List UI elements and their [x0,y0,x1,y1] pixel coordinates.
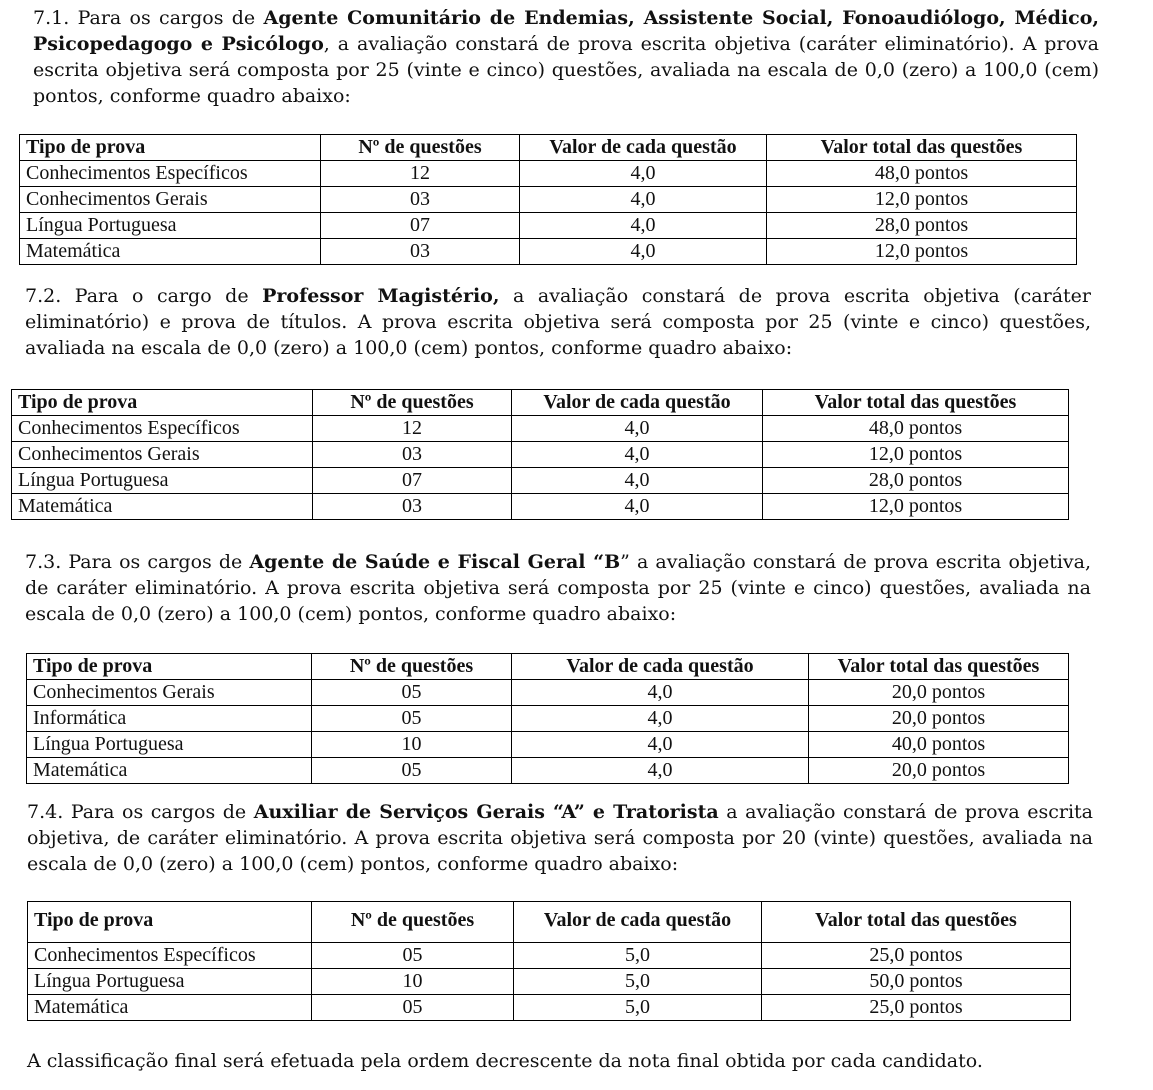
table-row [27,758,1069,784]
cell: 12 [313,416,512,442]
cell: 12,0 pontos [767,187,1077,213]
cell: Matemática [20,239,321,265]
cell: 12,0 pontos [763,442,1069,468]
cell: 4,0 [520,213,767,239]
cell: 25,0 pontos [762,995,1071,1021]
cell: 4,0 [520,161,767,187]
final-classification-text: A classificação final será efetuada pela ordem decrescente da nota final obtida por cada candidato. [27,1050,983,1072]
table-header-row [27,654,1069,680]
table-7-2 [11,389,1069,520]
header-tipo: Tipo de prova [20,135,321,161]
cell: 03 [321,239,520,265]
cell: 28,0 pontos [763,468,1069,494]
cell: 05 [312,680,512,706]
cell: 50,0 pontos [762,969,1071,995]
cell: 10 [312,969,514,995]
header-valor-total: Valor total das questões [767,135,1077,161]
table-row [12,494,1069,520]
header-valor-cada: Valor de cada questão [512,654,809,680]
table-row [28,943,1071,969]
cell: 4,0 [512,680,809,706]
cell: 12,0 pontos [767,239,1077,265]
header-valor-cada: Valor de cada questão [520,135,767,161]
cell: 20,0 pontos [809,758,1069,784]
cell: 25,0 pontos [762,943,1071,969]
header-questoes: Nº de questões [312,654,512,680]
table-row [20,187,1077,213]
cell: 4,0 [520,239,767,265]
table-row [12,442,1069,468]
cell: 03 [313,442,512,468]
cell: 07 [321,213,520,239]
cell: Conhecimentos Específicos [20,161,321,187]
cell: 05 [312,995,514,1021]
table-row [28,995,1071,1021]
cell: 05 [312,706,512,732]
header-tipo: Tipo de prova [28,902,312,943]
cell: 4,0 [512,494,763,520]
cell: 20,0 pontos [809,680,1069,706]
table-header-row [20,135,1077,161]
cell: 03 [313,494,512,520]
header-valor-total: Valor total das questões [762,902,1071,943]
table-7-1 [19,134,1077,265]
cell: 5,0 [514,969,762,995]
cell: 10 [312,732,512,758]
table-header-row [12,390,1069,416]
cell: Matemática [27,758,312,784]
cell: Conhecimentos Gerais [27,680,312,706]
section-7-4-text: 7.4. Para os cargos de Auxiliar de Serviços Gerais “A” e Tratorista a avaliação constará de prova escrita objetiva, de caráter eliminatório. A prova escrita objetiva será composta por 20 (vinte) questões, avaliada na escala de 0,0 (zero) a 100,0 (cem) pontos, conforme quadro abaixo: [27,801,1093,875]
header-valor-total: Valor total das questões [809,654,1069,680]
table-row [27,680,1069,706]
table-row [27,732,1069,758]
cell: 20,0 pontos [809,706,1069,732]
section-7-2-text: 7.2. Para o cargo de Professor Magistério, a avaliação constará de prova escrita objetiva (caráter eliminatório) e prova de títulos. A prova escrita objetiva será composta por 25 (vinte e cinco) questões, avaliada na escala de 0,0 (zero) a 100,0 (cem) pontos, conforme quadro abaixo: [25,285,1092,359]
cell: 4,0 [512,758,809,784]
table-row [27,706,1069,732]
table-row [20,239,1077,265]
cell: Língua Portuguesa [27,732,312,758]
cell: 28,0 pontos [767,213,1077,239]
table-row [12,416,1069,442]
cell: Informática [27,706,312,732]
cell: 48,0 pontos [763,416,1069,442]
cell: 07 [313,468,512,494]
section-7-1-text: 7.1. Para os cargos de Agente Comunitário de Endemias, Assistente Social, Fonoaudiólogo, Médico, Psicopedagogo e Psicólogo, a avaliação constará de prova escrita objetiva (caráter eliminatório). A prova escrita objetiva será composta por 25 (vinte e cinco) questões, avaliada na escala de 0,0 (zero) a 100,0 (cem) pontos, conforme quadro abaixo: [33,7,1100,107]
cell: 03 [321,187,520,213]
cell: 05 [312,758,512,784]
cell: 48,0 pontos [767,161,1077,187]
table-row [20,213,1077,239]
cell: Língua Portuguesa [28,969,312,995]
cell: 12 [321,161,520,187]
header-questoes: Nº de questões [313,390,512,416]
cell: 40,0 pontos [809,732,1069,758]
cell: Língua Portuguesa [12,468,313,494]
header-questoes: Nº de questões [321,135,520,161]
cell: 05 [312,943,514,969]
cell: Conhecimentos Específicos [28,943,312,969]
header-valor-cada: Valor de cada questão [512,390,763,416]
table-row [28,969,1071,995]
table-row [12,468,1069,494]
cell: 4,0 [512,732,809,758]
header-valor-cada: Valor de cada questão [514,902,762,943]
cell: 5,0 [514,943,762,969]
cell: 5,0 [514,995,762,1021]
table-row [20,161,1077,187]
cell: 4,0 [520,187,767,213]
cell: Conhecimentos Específicos [12,416,313,442]
cell: 12,0 pontos [763,494,1069,520]
header-valor-total: Valor total das questões [763,390,1069,416]
cell: 4,0 [512,706,809,732]
table-7-3 [26,653,1069,784]
cell: 4,0 [512,416,763,442]
cell: Língua Portuguesa [20,213,321,239]
cell: 4,0 [512,468,763,494]
cell: Conhecimentos Gerais [20,187,321,213]
cell: Matemática [12,494,313,520]
header-questoes: Nº de questões [312,902,514,943]
section-7-3-text: 7.3. Para os cargos de Agente de Saúde e Fiscal Geral “B” a avaliação constará de prova escrita objetiva, de caráter eliminatório. A prova escrita objetiva será composta por 25 (vinte e cinco) questões, avaliada na escala de 0,0 (zero) a 100,0 (cem) pontos, conforme quadro abaixo: [25,551,1092,625]
header-tipo: Tipo de prova [12,390,313,416]
table-7-4 [27,901,1071,1021]
table-header-row [28,902,1071,943]
header-tipo: Tipo de prova [27,654,312,680]
cell: Conhecimentos Gerais [12,442,313,468]
cell: Matemática [28,995,312,1021]
cell: 4,0 [512,442,763,468]
